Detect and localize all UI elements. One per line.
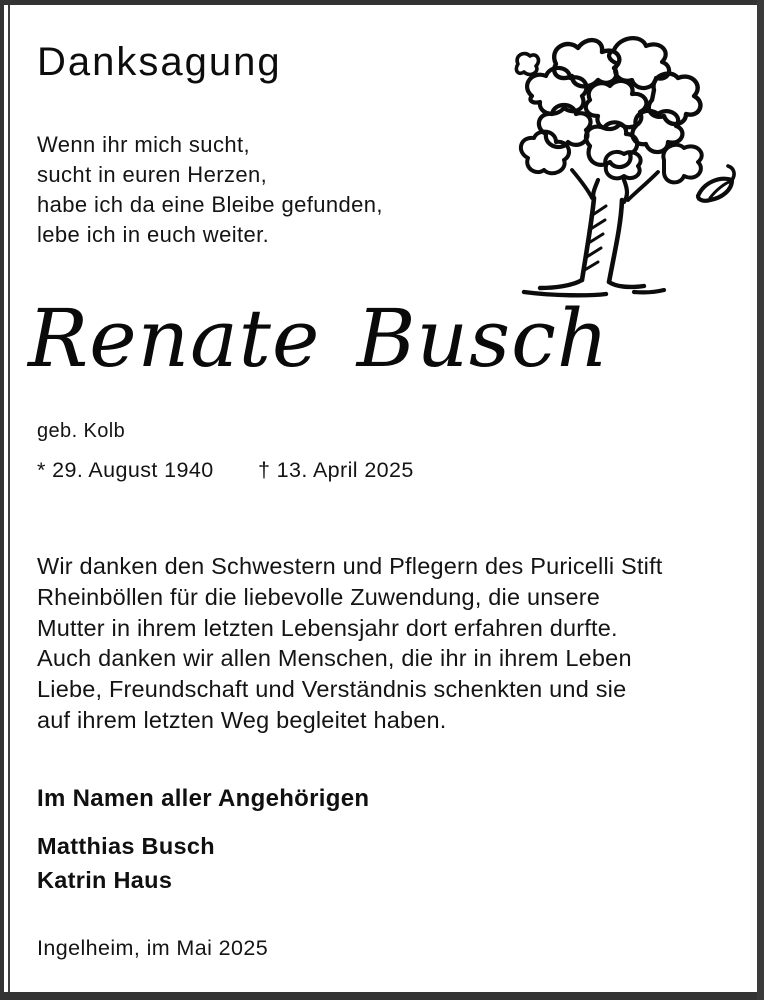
poem-line: Wenn ihr mich sucht, (37, 132, 251, 157)
clipping-frame-right (757, 0, 764, 1000)
deceased-name: Renate Busch (28, 292, 610, 385)
thanks-line: Liebe, Freundschaft und Verständnis schenkten und sie (37, 676, 627, 703)
memorial-poem (37, 130, 383, 250)
death-date: † 13. April 2025 (257, 458, 414, 482)
poem-line: lebe ich in euch weiter. (37, 222, 270, 247)
closing-line: Im Namen aller Angehörigen (37, 785, 370, 812)
mourner-name: Matthias Busch (37, 833, 215, 859)
poem-line: sucht in euren Herzen, (37, 162, 268, 187)
thanks-line: Wir danken den Schwestern und Pflegern des Puricelli Stift (37, 553, 663, 579)
thanks-paragraph (37, 551, 737, 736)
notice-title: Danksagung (37, 40, 282, 84)
clipping-frame-bottom (0, 992, 764, 1000)
life-dates (37, 458, 414, 483)
thanks-line: auf ihrem letzten Weg begleitet haben. (37, 706, 447, 733)
place-and-date: Ingelheim, im Mai 2025 (37, 936, 269, 960)
poem-line: habe ich da eine Bleibe gefunden, (37, 192, 383, 217)
thanks-line: Auch danken wir allen Menschen, die ihr in ihrem Leben (37, 645, 632, 672)
mourners-list (37, 830, 215, 897)
thanks-line: Mutter in ihrem letzten Lebensjahr dort erfahren durfte. (37, 614, 618, 641)
clipping-frame-top (0, 0, 764, 5)
tree-icon (494, 30, 740, 309)
thanks-line: Rheinböllen für die liebevolle Zuwendung, die unsere (37, 583, 601, 610)
birth-date: * 29. August 1940 (37, 458, 214, 482)
maiden-name: geb. Kolb (37, 420, 126, 442)
clipping-frame-left-inner-line (8, 5, 10, 992)
clipping-frame-left (0, 0, 4, 1000)
mourner-name: Katrin Haus (37, 866, 173, 893)
